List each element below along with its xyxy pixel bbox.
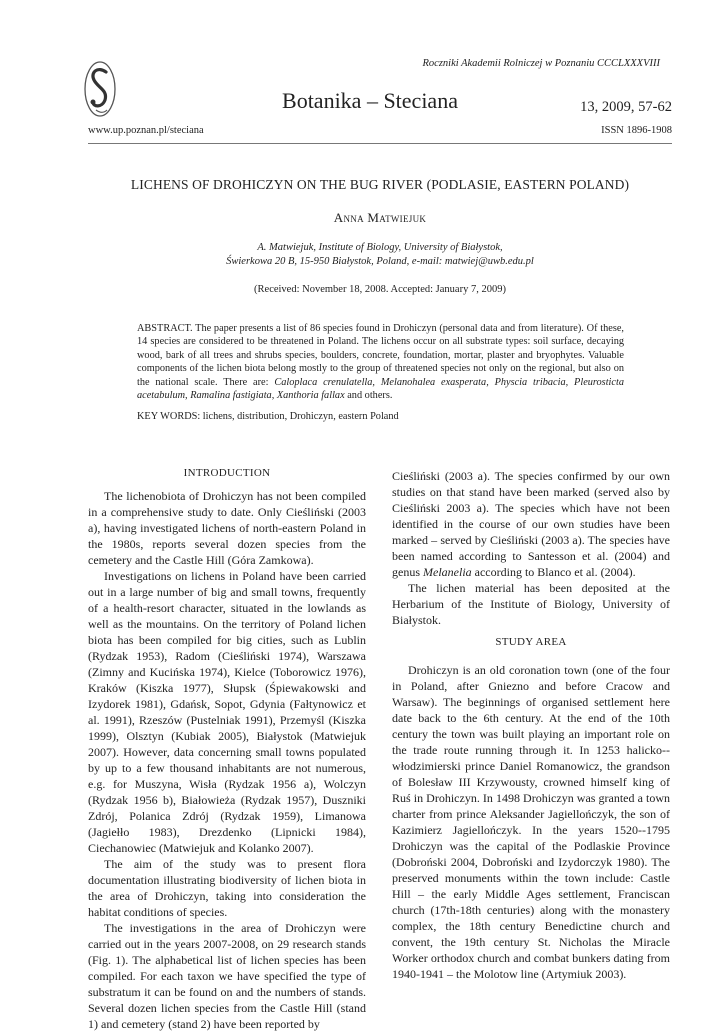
author-name: Anna Matwiejuk — [333, 210, 427, 225]
abstract-species: Caloplaca crenulatella, Melanohalea exasperata, Physcia tribacia, Pleurosticta acetabulum, Ramalina fastigiata, Xanthoria fallax — [137, 376, 624, 402]
received-dates: (Received: November 18, 2008. Accepted: January 7, 2009) — [254, 284, 506, 295]
introduction-heading: INTRODUCTION — [183, 467, 271, 479]
issn: ISSN 1896-1908 — [601, 125, 672, 136]
intro-paragraph-1: The lichenobiota of Drohiczyn has not been compiled in a comprehensive study to date. Only Cieśliński (2003 a), having investigated lichens of north-eastern Poland in the 1980s, reports several dozen species from the cemetery and the Castle Hill (Góra Zamkowa). — [88, 489, 366, 567]
introduction-column-continued — [392, 468, 670, 628]
study-area-column — [392, 662, 670, 982]
journal-url[interactable]: www.up.poznan.pl/steciana — [88, 125, 204, 136]
abstract — [137, 322, 624, 402]
intro-paragraph-5 — [392, 468, 670, 580]
intro-paragraph-2: Investigations on lichens in Poland have been carried out in a large number of big and small towns, frequently of a health-resort character, situated in the lowlands as well as the mountains. On the territory of Poland lichen biota has been compiled for big cities, such as Lublin (Rydzak 1953), Radom (Cieśliński 1974), Warszawa (Zimny and Kucińska 1974), Kielce (Toborowicz 1976), Kraków (Kiszka 1977), Słupsk (Śpiewakowski and Izydorek 1981), Gdańsk, Sopot, Gdynia (Fałtynowicz et al. 1991), Rzeszów (Pustelniak 1991), Przemyśl (Kiszka 1999), Olsztyn (Kubiak 2005), Białystok (Matwiejuk 2007). However, data concerning small towns populated by up to a few thousand inhabitants are not numerous, e.g. for Muszyna, Wisła (Rydzak 1956 a), Wolczyn (Rydzak 1956 b), Białowieża (Rydzak 1957), Duszniki Zdrój, Polanica Zdrój (Rydzak 1959), Limanowa (Jagiełło 1983), Drezdenko (Lipnicki 1984), Ciechanowiec (Matwiejuk and Kolanko 2007). — [88, 569, 366, 855]
journal-title: Botanika – Steciana — [282, 88, 458, 113]
intro-paragraph-6: The lichen material has been deposited at the Herbarium of the Institute of Biology, University of Białystok. — [392, 581, 670, 627]
introduction-column — [88, 488, 366, 1032]
affiliation-line-1: A. Matwiejuk, Institute of Biology, University of Białystok, — [257, 242, 503, 253]
intro-paragraph-3: The aim of the study was to present flora documentation illustrating biodiversity of lichen biota in the area of Drohiczyn, taking into consideration the habitat conditions of species. — [88, 857, 366, 919]
keywords: KEY WORDS: lichens, distribution, Drohiczyn, eastern Poland — [137, 411, 399, 422]
intro-p5-text: Cieśliński (2003 a). The species confirmed by our own studies on that stand have been marked (served also by Cieśliński 2003 a). The species which have not been identified in the course of our own studies have been marked – served by Cieśliński (2003 a). The species have been named according to Santesson et al. (2004) and genus — [392, 469, 670, 579]
abstract-end: and others. — [344, 390, 393, 402]
intro-p5-genus: Melanelia — [423, 565, 472, 579]
abstract-text: ABSTRACT. The paper presents a list of 86 species found in Drohiczyn (personal data and from literature). Of these, 14 species are considered to be threatened in Poland. The lichens occur on all substrate types: soil surface, decaying wood, bark of all trees and shrubs species, boulders, concrete, foundation, mortar, plaster and bryophytes. Valuable components of the lichen biota belong mostly to the group of threatened species not only on the regional, but also on the national scale. There are: — [137, 323, 624, 388]
journal-name: Roczniki Akademii Rolniczej w Poznaniu CCCLXXXVIII — [422, 58, 660, 69]
article-title: LICHENS OF DROHICZYN ON THE BUG RIVER (PODLASIE, EASTERN POLAND) — [130, 177, 630, 192]
header-divider — [88, 143, 672, 144]
issue-info: 13, 2009, 57-62 — [580, 99, 672, 115]
intro-p5-end: according to Blanco et al. (2004). — [471, 565, 636, 579]
study-paragraph-1: Drohiczyn is an old coronation town (one of the four in Poland, after Gniezno and before Cracow and Warsaw). The beginnings of organised settlement here date back to the 6th century. At the end of the 10th century the town was built playing an important role on the trade route running through it. In 1253 halicko--włodzimierski prince Daniel Romanowicz, the grandson of Bolesław III Krzywousty, crowned himself king of Ruś in Drohiczyn. In 1498 Drohiczyn was granted a town charter from prince Aleksander Jagiellończyk, the son of Kazimierz Jagiellończyk. In the years 1520--1795 Drohiczyn was the capital of the Podlaskie Province (Dobroński 2004, Dobroński and Izydorczyk 1980). The preserved monuments within the town include: Castle Hill – the early Middle Ages settlement, Franciscan church (17th-18th centuries) along with the monastery complex, the 18th century Benedictine church and convent, the 19th century St. Nicholas the Miracle Worker orthodox church and combat bunkers dating from 1940-1941 – the Molotow line (Artymiuk 2003). — [392, 663, 670, 981]
author-affiliation — [88, 241, 672, 268]
study-area-heading: STUDY AREA — [495, 636, 567, 648]
affiliation-line-2: Świerkowa 20 B, 15-950 Białystok, Poland, e-mail: matwiej@uwb.edu.pl — [226, 255, 534, 267]
intro-paragraph-4: The investigations in the area of Drohiczyn were carried out in the years 2007-2008, on 29 research stands (Fig. 1). The alphabetical list of lichen species has been compiled. For each taxon we have specified the type of substratum it can be found on and the numbers of stands. Several dozen lichen species from the Castle Hill (stand 1) and cemetery (stand 2) have been reported by — [88, 921, 366, 1031]
steciana-logo-icon — [84, 60, 116, 118]
